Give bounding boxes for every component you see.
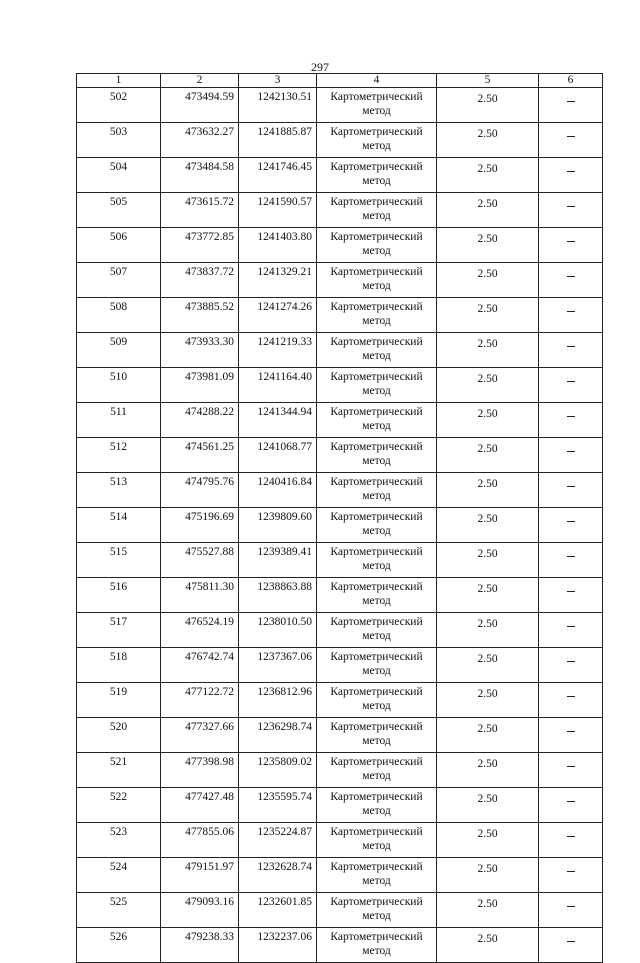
y-coordinate-cell: 1241219.33 (239, 333, 317, 368)
method-line-2: метод (362, 665, 391, 677)
method-cell (317, 648, 437, 683)
header-cell: 5 (437, 74, 539, 88)
method-line-2: метод (362, 910, 391, 922)
x-coordinate-cell: 473632.27 (161, 123, 239, 158)
method-line-2: метод (362, 420, 391, 432)
point-number-cell: 504 (77, 158, 161, 193)
dash-mark (567, 381, 575, 382)
y-coordinate-cell: 1241885.87 (239, 123, 317, 158)
x-coordinate-cell: 474561.25 (161, 438, 239, 473)
table-row (77, 263, 603, 298)
x-coordinate-cell: 473772.85 (161, 228, 239, 263)
y-coordinate-cell: 1235224.87 (239, 823, 317, 858)
dash-mark (567, 136, 575, 137)
table-row (77, 578, 603, 613)
header-cell: 4 (317, 74, 437, 88)
y-coordinate-cell: 1235595.74 (239, 788, 317, 823)
y-coordinate-cell: 1236298.74 (239, 718, 317, 753)
method-cell (317, 508, 437, 543)
table-row (77, 928, 603, 963)
point-number-cell: 507 (77, 263, 161, 298)
method-line-1: Картометрический (330, 301, 423, 313)
method-line-1: Картометрический (330, 756, 423, 768)
y-coordinate-cell: 1241746.45 (239, 158, 317, 193)
method-line-1: Картометрический (330, 266, 423, 278)
note-cell (539, 788, 603, 823)
method-line-2: метод (362, 945, 391, 957)
method-line-1: Картометрический (330, 826, 423, 838)
table-row (77, 753, 603, 788)
y-coordinate-cell: 1235809.02 (239, 753, 317, 788)
method-cell (317, 823, 437, 858)
method-line-2: метод (362, 175, 391, 187)
method-line-1: Картометрический (330, 91, 423, 103)
method-line-1: Картометрический (330, 336, 423, 348)
point-number-cell: 515 (77, 543, 161, 578)
precision-cell: 2.50 (437, 88, 539, 123)
note-cell (539, 543, 603, 578)
method-line-2: метод (362, 805, 391, 817)
method-cell (317, 368, 437, 403)
header-cell: 6 (539, 74, 603, 88)
dash-mark (567, 696, 575, 697)
dash-mark (567, 486, 575, 487)
header-cell: 3 (239, 74, 317, 88)
y-coordinate-cell: 1241274.26 (239, 298, 317, 333)
method-line-1: Картометрический (330, 511, 423, 523)
precision-cell: 2.50 (437, 333, 539, 368)
method-line-2: метод (362, 490, 391, 502)
y-coordinate-cell: 1236812.96 (239, 683, 317, 718)
note-cell (539, 88, 603, 123)
point-number-cell: 518 (77, 648, 161, 683)
x-coordinate-cell: 473885.52 (161, 298, 239, 333)
note-cell (539, 123, 603, 158)
table-row (77, 193, 603, 228)
point-number-cell: 517 (77, 613, 161, 648)
dash-mark (567, 206, 575, 207)
method-line-2: метод (362, 840, 391, 852)
table-row (77, 718, 603, 753)
dash-mark (567, 661, 575, 662)
method-cell (317, 298, 437, 333)
method-line-2: метод (362, 735, 391, 747)
table-row (77, 683, 603, 718)
x-coordinate-cell: 473837.72 (161, 263, 239, 298)
point-number-cell: 509 (77, 333, 161, 368)
page-number: 297 (311, 60, 329, 74)
y-coordinate-cell: 1238863.88 (239, 578, 317, 613)
note-cell (539, 508, 603, 543)
dash-mark (567, 276, 575, 277)
method-line-1: Картометрический (330, 231, 423, 243)
precision-cell: 2.50 (437, 158, 539, 193)
method-line-1: Картометрический (330, 581, 423, 593)
table-row (77, 88, 603, 123)
y-coordinate-cell: 1241068.77 (239, 438, 317, 473)
x-coordinate-cell: 474288.22 (161, 403, 239, 438)
header-cell: 2 (161, 74, 239, 88)
method-line-1: Картометрический (330, 721, 423, 733)
precision-cell: 2.50 (437, 823, 539, 858)
method-cell (317, 578, 437, 613)
method-line-2: метод (362, 875, 391, 887)
method-line-1: Картометрический (330, 896, 423, 908)
note-cell (539, 193, 603, 228)
x-coordinate-cell: 479238.33 (161, 928, 239, 963)
method-line-1: Картометрический (330, 861, 423, 873)
point-number-cell: 508 (77, 298, 161, 333)
dash-mark (567, 311, 575, 312)
x-coordinate-cell: 477398.98 (161, 753, 239, 788)
method-line-1: Картометрический (330, 196, 423, 208)
x-coordinate-cell: 473933.30 (161, 333, 239, 368)
method-line-2: метод (362, 770, 391, 782)
precision-cell: 2.50 (437, 368, 539, 403)
precision-cell: 2.50 (437, 893, 539, 928)
table-row (77, 123, 603, 158)
dash-mark (567, 451, 575, 452)
x-coordinate-cell: 475527.88 (161, 543, 239, 578)
precision-cell: 2.50 (437, 718, 539, 753)
dash-mark (567, 241, 575, 242)
method-cell (317, 718, 437, 753)
note-cell (539, 473, 603, 508)
method-line-2: метод (362, 280, 391, 292)
note-cell (539, 893, 603, 928)
method-cell (317, 158, 437, 193)
x-coordinate-cell: 473484.58 (161, 158, 239, 193)
note-cell (539, 858, 603, 893)
method-cell (317, 123, 437, 158)
x-coordinate-cell: 473615.72 (161, 193, 239, 228)
method-cell (317, 613, 437, 648)
method-line-2: метод (362, 595, 391, 607)
method-cell (317, 683, 437, 718)
table-header-row (77, 74, 603, 88)
y-coordinate-cell: 1240416.84 (239, 473, 317, 508)
note-cell (539, 753, 603, 788)
y-coordinate-cell: 1237367.06 (239, 648, 317, 683)
y-coordinate-cell: 1232237.06 (239, 928, 317, 963)
dash-mark (567, 556, 575, 557)
dash-mark (567, 941, 575, 942)
table-row (77, 613, 603, 648)
method-line-1: Картометрический (330, 126, 423, 138)
note-cell (539, 578, 603, 613)
method-line-1: Картометрический (330, 476, 423, 488)
dash-mark (567, 801, 575, 802)
note-cell (539, 718, 603, 753)
method-line-1: Картометрический (330, 371, 423, 383)
precision-cell: 2.50 (437, 543, 539, 578)
method-line-1: Картометрический (330, 791, 423, 803)
coordinates-table (76, 73, 603, 963)
note-cell (539, 928, 603, 963)
precision-cell: 2.50 (437, 123, 539, 158)
point-number-cell: 512 (77, 438, 161, 473)
method-line-2: метод (362, 140, 391, 152)
table-row (77, 543, 603, 578)
table-row (77, 893, 603, 928)
point-number-cell: 506 (77, 228, 161, 263)
x-coordinate-cell: 476742.74 (161, 648, 239, 683)
table-row (77, 438, 603, 473)
point-number-cell: 513 (77, 473, 161, 508)
y-coordinate-cell: 1241329.21 (239, 263, 317, 298)
method-cell (317, 753, 437, 788)
table-row (77, 298, 603, 333)
method-cell (317, 403, 437, 438)
precision-cell: 2.50 (437, 438, 539, 473)
table-row (77, 648, 603, 683)
x-coordinate-cell: 473494.59 (161, 88, 239, 123)
dash-mark (567, 871, 575, 872)
point-number-cell: 516 (77, 578, 161, 613)
method-line-2: метод (362, 630, 391, 642)
y-coordinate-cell: 1241590.57 (239, 193, 317, 228)
precision-cell: 2.50 (437, 858, 539, 893)
note-cell (539, 613, 603, 648)
dash-mark (567, 101, 575, 102)
method-line-1: Картометрический (330, 651, 423, 663)
method-cell (317, 438, 437, 473)
y-coordinate-cell: 1242130.51 (239, 88, 317, 123)
method-line-2: метод (362, 560, 391, 572)
method-cell (317, 893, 437, 928)
point-number-cell: 502 (77, 88, 161, 123)
table-row (77, 788, 603, 823)
point-number-cell: 526 (77, 928, 161, 963)
note-cell (539, 403, 603, 438)
method-cell (317, 543, 437, 578)
x-coordinate-cell: 475196.69 (161, 508, 239, 543)
precision-cell: 2.50 (437, 298, 539, 333)
precision-cell: 2.50 (437, 193, 539, 228)
dash-mark (567, 731, 575, 732)
x-coordinate-cell: 479093.16 (161, 893, 239, 928)
precision-cell: 2.50 (437, 473, 539, 508)
note-cell (539, 648, 603, 683)
method-line-1: Картометрический (330, 616, 423, 628)
method-line-1: Картометрический (330, 931, 423, 943)
point-number-cell: 514 (77, 508, 161, 543)
y-coordinate-cell: 1238010.50 (239, 613, 317, 648)
method-cell (317, 858, 437, 893)
method-cell (317, 193, 437, 228)
y-coordinate-cell: 1241344.94 (239, 403, 317, 438)
precision-cell: 2.50 (437, 753, 539, 788)
x-coordinate-cell: 477327.66 (161, 718, 239, 753)
point-number-cell: 524 (77, 858, 161, 893)
precision-cell: 2.50 (437, 508, 539, 543)
precision-cell: 2.50 (437, 648, 539, 683)
note-cell (539, 438, 603, 473)
method-line-2: метод (362, 350, 391, 362)
point-number-cell: 521 (77, 753, 161, 788)
table-row (77, 858, 603, 893)
dash-mark (567, 836, 575, 837)
note-cell (539, 823, 603, 858)
note-cell (539, 158, 603, 193)
note-cell (539, 263, 603, 298)
y-coordinate-cell: 1241164.40 (239, 368, 317, 403)
method-line-1: Картометрический (330, 441, 423, 453)
y-coordinate-cell: 1232628.74 (239, 858, 317, 893)
point-number-cell: 522 (77, 788, 161, 823)
table-row (77, 158, 603, 193)
method-cell (317, 88, 437, 123)
method-line-2: метод (362, 315, 391, 327)
table-row (77, 403, 603, 438)
method-line-2: метод (362, 700, 391, 712)
table-row (77, 228, 603, 263)
table-row (77, 368, 603, 403)
x-coordinate-cell: 479151.97 (161, 858, 239, 893)
method-cell (317, 788, 437, 823)
table-row (77, 473, 603, 508)
method-line-2: метод (362, 210, 391, 222)
point-number-cell: 505 (77, 193, 161, 228)
y-coordinate-cell: 1239389.41 (239, 543, 317, 578)
x-coordinate-cell: 477855.06 (161, 823, 239, 858)
note-cell (539, 228, 603, 263)
method-cell (317, 228, 437, 263)
dash-mark (567, 521, 575, 522)
point-number-cell: 525 (77, 893, 161, 928)
precision-cell: 2.50 (437, 263, 539, 298)
note-cell (539, 683, 603, 718)
x-coordinate-cell: 474795.76 (161, 473, 239, 508)
dash-mark (567, 416, 575, 417)
method-line-1: Картометрический (330, 161, 423, 173)
header-cell: 1 (77, 74, 161, 88)
precision-cell: 2.50 (437, 683, 539, 718)
x-coordinate-cell: 475811.30 (161, 578, 239, 613)
dash-mark (567, 171, 575, 172)
point-number-cell: 511 (77, 403, 161, 438)
point-number-cell: 523 (77, 823, 161, 858)
method-line-1: Картометрический (330, 686, 423, 698)
table-body (77, 74, 603, 963)
note-cell (539, 298, 603, 333)
note-cell (539, 333, 603, 368)
method-line-2: метод (362, 245, 391, 257)
x-coordinate-cell: 473981.09 (161, 368, 239, 403)
method-line-2: метод (362, 105, 391, 117)
y-coordinate-cell: 1239809.60 (239, 508, 317, 543)
method-line-2: метод (362, 525, 391, 537)
method-line-1: Картометрический (330, 406, 423, 418)
method-cell (317, 928, 437, 963)
precision-cell: 2.50 (437, 228, 539, 263)
method-line-2: метод (362, 385, 391, 397)
y-coordinate-cell: 1232601.85 (239, 893, 317, 928)
point-number-cell: 520 (77, 718, 161, 753)
point-number-cell: 519 (77, 683, 161, 718)
y-coordinate-cell: 1241403.80 (239, 228, 317, 263)
method-line-2: метод (362, 455, 391, 467)
method-cell (317, 263, 437, 298)
precision-cell: 2.50 (437, 613, 539, 648)
dash-mark (567, 626, 575, 627)
method-cell (317, 473, 437, 508)
precision-cell: 2.50 (437, 403, 539, 438)
table-row (77, 823, 603, 858)
precision-cell: 2.50 (437, 928, 539, 963)
note-cell (539, 368, 603, 403)
method-line-1: Картометрический (330, 546, 423, 558)
x-coordinate-cell: 477427.48 (161, 788, 239, 823)
x-coordinate-cell: 477122.72 (161, 683, 239, 718)
table-row (77, 508, 603, 543)
point-number-cell: 503 (77, 123, 161, 158)
precision-cell: 2.50 (437, 578, 539, 613)
dash-mark (567, 906, 575, 907)
table-row (77, 333, 603, 368)
point-number-cell: 510 (77, 368, 161, 403)
precision-cell: 2.50 (437, 788, 539, 823)
dash-mark (567, 766, 575, 767)
method-cell (317, 333, 437, 368)
dash-mark (567, 346, 575, 347)
x-coordinate-cell: 476524.19 (161, 613, 239, 648)
dash-mark (567, 591, 575, 592)
